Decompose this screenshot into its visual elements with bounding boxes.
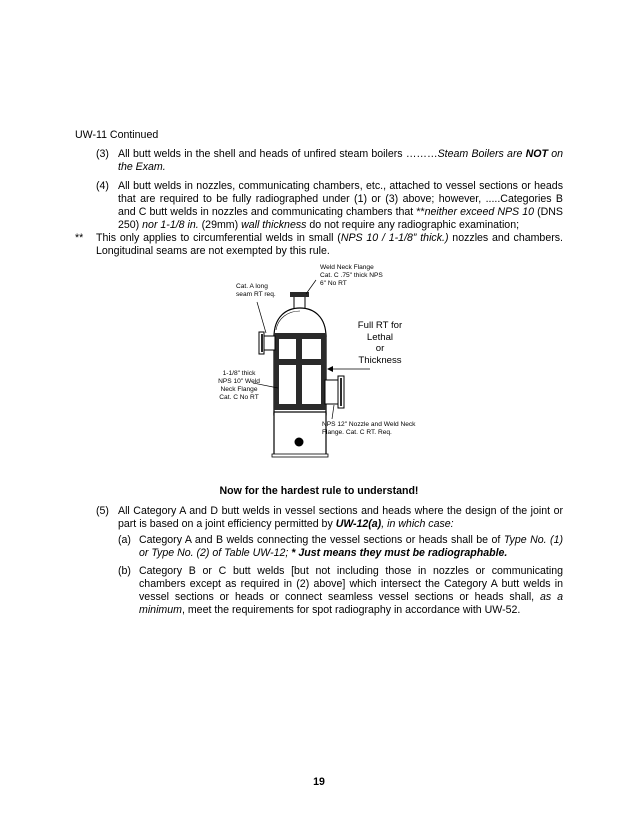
item-4-italic-thick: nor 1-1/8 in.	[142, 219, 199, 231]
left-flange-label	[206, 370, 272, 402]
item-5b-text-end: , meet the requirements for spot radiography in accordance with UW-52.	[181, 604, 521, 616]
item-5a-italic: Type No. (1) or Type No. (2) of Table UW-12;	[139, 534, 563, 559]
item-3-italic-end: on the Exam.	[118, 148, 563, 173]
item-4-text-part: All butt welds in nozzles, communicating chambers, etc., attached to vessel sections or heads that are required to be fully radiographed under (1) or (3) above; however, .....Categories B and C butt welds in nozzles and communicating chambers that **	[118, 180, 563, 218]
item-3-bold-not: NOT	[525, 148, 548, 160]
item-3-text-part: All butt welds in the shell and heads of unfired steam boilers ………	[118, 148, 438, 160]
cat-a-line-1: Cat. A long	[236, 283, 268, 290]
top-head	[274, 308, 326, 337]
nps12-nozzle-label	[322, 421, 415, 437]
item-5a-text	[139, 534, 563, 560]
full-rt-line-4: Thickness	[358, 354, 402, 366]
item-5-italic-end: , in which case:	[381, 518, 454, 530]
item-4-italic-nps: neither exceed NPS 10	[424, 206, 534, 218]
hardest-rule-heading: Now for the hardest rule to understand!	[219, 485, 419, 497]
note-italic: NPS 10 / 1-1/8” thick.)	[340, 232, 449, 244]
note-text-end: nozzles and chambers. Longitudinal seams are not exempted by this rule.	[96, 232, 563, 257]
weld-neck-line-3: 6" No RT	[320, 280, 347, 287]
top-flange	[290, 292, 309, 297]
note-marker: **	[75, 232, 84, 244]
left-flange-line-4: Cat. C No RT	[219, 394, 259, 401]
item-5b-text	[139, 565, 563, 617]
weld-neck-line-1: Weld Neck Flange	[320, 264, 374, 271]
note-text-part: This only applies to circumferential welds in small (	[96, 232, 341, 244]
item-5-text-part: All Category A and D butt welds in vessel sections and heads where the design of the joint or part is based on a joint efficiency permitted by	[118, 505, 563, 530]
full-rt-line-3: or	[375, 343, 385, 354]
item-5-number: (5)	[96, 505, 109, 517]
skirt-base	[272, 454, 328, 457]
item-4-mm: (29mm)	[198, 219, 242, 231]
full-rt-line-1: Full RT for	[357, 320, 403, 331]
item-5-text	[118, 505, 563, 531]
weld-neck-line-2: Cat. C .75" thick NPS	[320, 272, 383, 279]
long-weld-lower	[296, 363, 302, 407]
item-3-number: (3)	[96, 148, 109, 160]
nps12-line-1: NPS 12" Nozzle and Weld Neck	[322, 421, 416, 428]
vessel-skirt	[274, 412, 326, 455]
cat-a-line-2: seam RT req.	[236, 291, 276, 298]
skirt-opening	[295, 438, 304, 447]
item-5a-text-part: Category A and B welds connecting the vessel sections or heads shall be of	[139, 534, 504, 546]
page-number: 19	[313, 776, 325, 788]
left-flange-line-1: 1-1/8" thick	[222, 370, 256, 377]
item-4-italic-wall: wall thickness	[241, 219, 307, 231]
cat-a-label	[236, 283, 276, 299]
left-flange-line-2: NPS 10" Weld	[218, 378, 260, 385]
item-5a-number: (a)	[118, 534, 131, 546]
item-5b-italic: as a minimum	[139, 591, 564, 616]
item-5b-number: (b)	[118, 565, 131, 577]
right-nozzle	[325, 380, 339, 404]
long-weld-upper	[296, 337, 302, 361]
nps12-line-2: Flange. Cat. C RT. Req.	[322, 429, 392, 436]
left-flange-line-3: Neck Flange	[220, 386, 258, 393]
weld-neck-flange-label	[320, 264, 383, 288]
left-nozzle	[264, 336, 275, 350]
item-3-italic: Steam Boilers are	[437, 148, 526, 160]
full-rt-line-2: Lethal	[366, 331, 394, 343]
item-4-text-end: do not require any radiographic examination;	[306, 219, 520, 231]
item-4-number: (4)	[96, 180, 109, 192]
item-5a-bold-note: * Just means they must be radiographable.	[291, 547, 508, 559]
item-5-uw12a: UW-12(a)	[335, 518, 382, 530]
full-rt-label	[348, 320, 412, 366]
section-heading: UW-11 Continued	[75, 129, 159, 141]
item-4-dns: (DNS 250)	[118, 206, 563, 231]
item-5b-text-part: Category B or C butt welds [but not including those in nozzles or communicating chambers except as required in (2) above] which intersect the Category A butt welds in vessel sections or heads or connect seamless vessel sections or heads shall,	[139, 565, 563, 603]
